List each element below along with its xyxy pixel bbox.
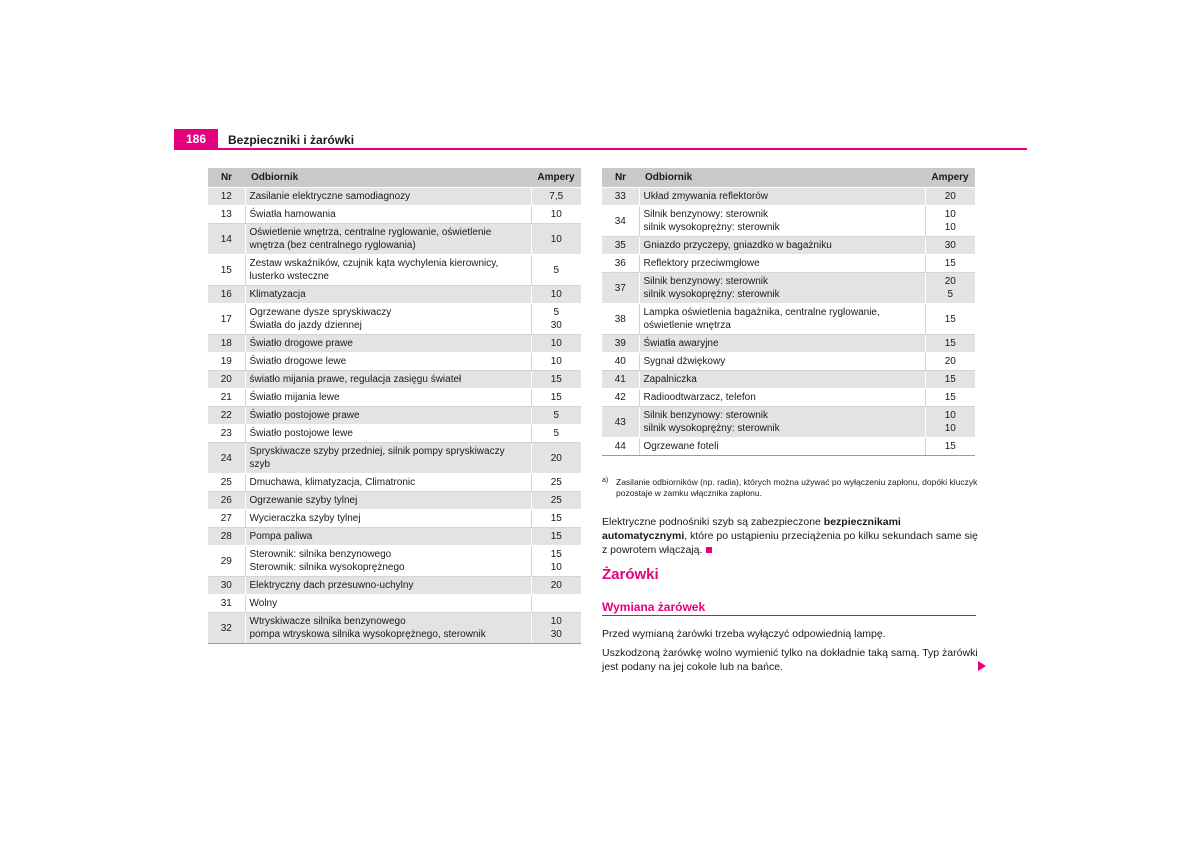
paragraph-text-end: , które po ustąpieniu przeciążenia po kilku sekundach same się z powrotem włączają. [602,530,978,556]
amperage-value: 10 [550,338,562,349]
fuse-consumer: Wtryskiwacze silnika benzynowego pompa wtryskowa silnika wysokoprężnego, sterownik [245,613,531,644]
fuse-amperage [925,407,975,438]
fuse-consumer: Zasilanie elektryczne samodiagnozy [245,188,531,206]
amperage-value: 20 [944,191,956,202]
fuse-number: 36 [602,255,639,273]
table-row [602,237,975,255]
fuse-consumer: Dmuchawa, klimatyzacja, Climatronic [245,474,531,492]
fuse-consumer: Oświetlenie wnętrza, centralne ryglowanie, oświetlenie wnętrza (bez centralnego ryglowania) [245,224,531,255]
table-row [208,371,581,389]
fuse-consumer: Pompa paliwa [245,528,531,546]
fuse-consumer: Gniazdo przyczepy, gniazdko w bagażniku [639,237,925,255]
fuse-number: 31 [208,595,245,613]
table-row [208,492,581,510]
fuse-number: 41 [602,371,639,389]
table-footnote [602,477,982,499]
footnote-text: Zasilanie odbiorników (np. radia), których można używać po wyłączeniu zapłonu, dopóki kluczyk pozostaje w zamku włącznika zapłonu. [616,477,978,498]
fuse-consumer: Wycieraczka szyby tylnej [245,510,531,528]
fuse-number: 12 [208,188,245,206]
amperage-value: 15 [944,258,956,269]
fuse-consumer: Światła awaryjne [639,335,925,353]
fuse-number: 21 [208,389,245,407]
amperage-value: 15 [944,392,956,403]
amperage-value: 5 [553,428,560,439]
table-row [208,425,581,443]
amperage-value: 25 [550,477,562,488]
paragraph-replace-bulb: Uszkodzoną żarówkę wolno wymienić tylko na dokładnie taką samą. Typ żarówki jest podany na jej cokole lub na bańce. [602,647,978,673]
table-row [602,335,975,353]
amperage-value: 25 [550,495,562,506]
table-row [208,206,581,224]
table-row [602,371,975,389]
fuse-number: 15 [208,255,245,286]
fuse-consumer: Układ zmywania reflektorów [639,188,925,206]
column-header-nr: Nr [208,168,245,188]
fuse-amperage [531,371,581,389]
amperage-value: 10 [550,209,562,220]
amperage-value: 15 [944,313,956,325]
fuse-consumer: Silnik benzynowy: sterownik silnik wysokoprężny: sterownik [639,206,925,237]
fuse-consumer: Zestaw wskaźników, czujnik kąta wychylenia kierownicy, lusterko wsteczne [245,255,531,286]
fuse-number: 42 [602,389,639,407]
table-row [208,304,581,335]
section-title: Żarówki [602,566,659,583]
continue-arrow-icon [978,661,986,671]
fuse-amperage [531,389,581,407]
fuse-amperage [925,206,975,237]
fuse-amperage [925,335,975,353]
table-row [208,595,581,613]
fuse-amperage [531,474,581,492]
fuse-number: 17 [208,304,245,335]
table-row [208,286,581,304]
table-row [208,577,581,595]
amperage-value: 15 [944,338,956,349]
fuse-amperage [531,255,581,286]
table-row [602,407,975,438]
table-row [602,188,975,206]
table-row [208,443,581,474]
fuse-consumer: Silnik benzynowy: sterownik silnik wysokoprężny: sterownik [639,273,925,304]
fuse-amperage [531,304,581,335]
fuse-amperage [925,188,975,206]
column-header-ampery: Ampery [925,168,975,188]
fuse-number: 20 [208,371,245,389]
amperage-value: 15 [550,531,562,542]
table-row [602,255,975,273]
fuse-consumer: Reflektory przeciwmgłowe [639,255,925,273]
table-row [208,474,581,492]
column-header-odbiornik: Odbiornik [639,168,925,188]
amperage-value: 15 [550,549,562,560]
fuse-amperage [925,371,975,389]
fuse-amperage [531,443,581,474]
fuse-amperage [925,255,975,273]
fuse-amperage [531,353,581,371]
fuse-number: 44 [602,438,639,456]
fuse-amperage [925,237,975,255]
fuse-amperage [531,510,581,528]
fuse-number: 35 [602,237,639,255]
table-row [208,528,581,546]
fuse-consumer: Lampka oświetlenia bagażnika, centralne ryglowanie, oświetlenie wnętrza [639,304,925,335]
fuse-consumer: Ogrzewanie szyby tylnej [245,492,531,510]
amperage-value: 30 [944,240,956,251]
table-row [208,389,581,407]
fuse-number: 19 [208,353,245,371]
fuse-number: 13 [208,206,245,224]
paragraph-switch-off-lamp: Przed wymianą żarówki trzeba wyłączyć odpowiednią lampę. [602,628,886,640]
amperage-value: 10 [944,423,956,434]
amperage-value: 20 [550,580,562,591]
fuse-amperage [531,577,581,595]
amperage-value: 10 [550,233,562,245]
column-header-nr: Nr [602,168,639,188]
fuse-number: 33 [602,188,639,206]
table-header-row [602,168,975,188]
amperage-value: 15 [550,392,562,403]
fuse-number: 14 [208,224,245,255]
fuse-consumer: Silnik benzynowy: sterownik silnik wysokoprężny: sterownik [639,407,925,438]
amperage-value: 15 [944,441,956,452]
table-header-row [208,168,581,188]
page-number: 186 [174,129,218,149]
paragraph-text: Elektryczne podnośniki szyb są zabezpieczone [602,516,824,528]
fuse-amperage [925,353,975,371]
fuse-amperage [531,528,581,546]
amperage-value: 10 [944,222,956,233]
fuse-consumer: Elektryczny dach przesuwno-uchylny [245,577,531,595]
fuse-consumer: światło mijania prawe, regulacja zasięgu świateł [245,371,531,389]
fuse-consumer: Światło postojowe lewe [245,425,531,443]
amperage-value: 30 [550,320,562,331]
table-row [208,335,581,353]
fuse-number: 18 [208,335,245,353]
fuse-number: 32 [208,613,245,644]
fuse-amperage [531,224,581,255]
fuse-consumer: Światło drogowe lewe [245,353,531,371]
fuse-amperage [925,438,975,456]
section-subtitle: Wymiana żarówek [602,600,706,614]
amperage-value: 20 [944,276,956,287]
fuse-consumer: Spryskiwacze szyby przedniej, silnik pompy spryskiwaczy szyb [245,443,531,474]
fuse-consumer: Klimatyzacja [245,286,531,304]
column-header-ampery: Ampery [531,168,581,188]
fuse-number: 29 [208,546,245,577]
table-row [602,438,975,456]
paragraph-window-fuses [602,515,980,557]
fuse-number: 40 [602,353,639,371]
fuse-consumer: Wolny [245,595,531,613]
amperage-value: 7,5 [549,191,564,202]
table-row [208,188,581,206]
subtitle-rule [602,615,976,616]
fuse-table-left [208,168,581,644]
fuse-amperage [531,595,581,613]
fuse-consumer: Zapalniczka [639,371,925,389]
fuse-amperage [531,546,581,577]
fuse-consumer: Sterownik: silnika benzynowego Sterownik: silnika wysokoprężnego [245,546,531,577]
fuse-amperage [531,206,581,224]
table-row [602,206,975,237]
table-row [208,224,581,255]
table-row [602,353,975,371]
page-header-title: Bezpieczniki i żarówki [228,133,355,147]
amperage-value: 10 [550,356,562,367]
amperage-value: 15 [550,513,562,524]
fuse-amperage [925,273,975,304]
table-row [602,304,975,335]
amperage-value: 10 [550,289,562,300]
fuse-amperage [531,407,581,425]
fuse-number: 27 [208,510,245,528]
page-header [174,129,1027,149]
amperage-value: 15 [550,374,562,385]
paragraph-bold-term: bezpiecznikami automatycznymi [602,516,901,542]
fuse-consumer: Ogrzewane foteli [639,438,925,456]
amperage-value: 20 [944,356,956,367]
fuse-number: 23 [208,425,245,443]
fuse-number: 30 [208,577,245,595]
fuse-amperage [531,286,581,304]
fuse-amperage [925,389,975,407]
amperage-value: 10 [550,616,562,627]
end-of-section-icon [706,547,712,553]
header-rule [174,148,1027,150]
fuse-number: 43 [602,407,639,438]
fuse-amperage [531,188,581,206]
amperage-value: 10 [944,410,956,421]
fuse-number: 16 [208,286,245,304]
fuse-amperage [531,613,581,644]
fuse-number: 24 [208,443,245,474]
amperage-value: 5 [553,264,560,276]
amperage-value: 5 [553,410,560,421]
fuse-table-right [602,168,975,456]
fuse-number: 26 [208,492,245,510]
fuse-consumer: Radioodtwarzacz, telefon [639,389,925,407]
amperage-value: 10 [944,209,956,220]
amperage-value: 5 [553,307,560,318]
amperage-value: 20 [550,452,562,464]
fuse-consumer: Światło mijania lewe [245,389,531,407]
table-row [208,407,581,425]
fuse-consumer: Światła hamowania [245,206,531,224]
fuse-consumer: Sygnał dźwiękowy [639,353,925,371]
fuse-number: 22 [208,407,245,425]
table-row [208,255,581,286]
fuse-consumer: Ogrzewane dysze spryskiwaczy Światła do jazdy dziennej [245,304,531,335]
table-row [208,510,581,528]
column-header-odbiornik: Odbiornik [245,168,531,188]
fuse-number: 28 [208,528,245,546]
amperage-value: 10 [550,562,562,573]
table-row [602,273,975,304]
fuse-number: 37 [602,273,639,304]
table-row [208,546,581,577]
fuse-amperage [531,335,581,353]
fuse-consumer: Światło postojowe prawe [245,407,531,425]
fuse-amperage [531,425,581,443]
amperage-value: 5 [947,289,954,300]
table-row [208,353,581,371]
table-row [602,389,975,407]
fuse-amperage [531,492,581,510]
amperage-value: 30 [550,629,562,640]
fuse-number: 39 [602,335,639,353]
fuse-amperage [925,304,975,335]
footnote-marker: a) [602,477,609,484]
fuse-number: 25 [208,474,245,492]
fuse-consumer: Światło drogowe prawe [245,335,531,353]
table-row [208,613,581,644]
fuse-number: 34 [602,206,639,237]
amperage-value: 15 [944,374,956,385]
fuse-number: 38 [602,304,639,335]
